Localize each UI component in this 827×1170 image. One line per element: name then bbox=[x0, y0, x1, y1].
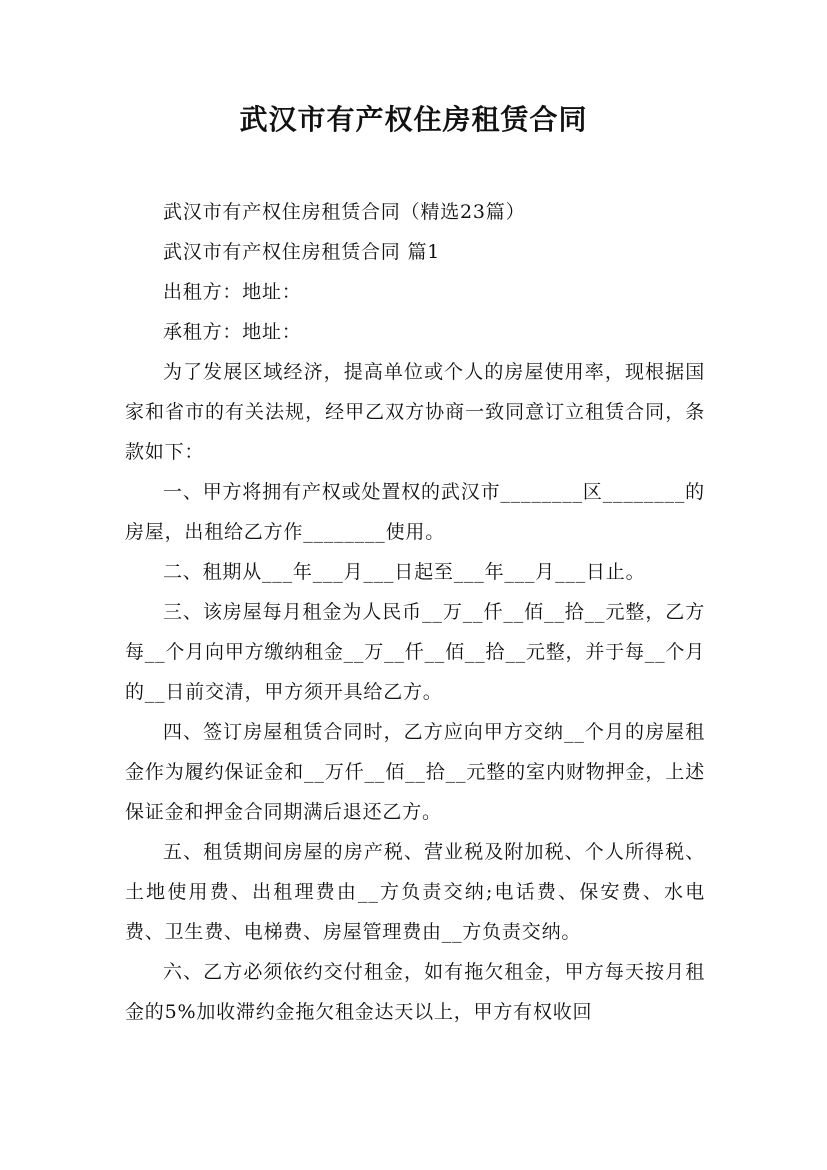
paragraph-clause-3: 三、该房屋每月租金为人民币__万__仟__佰__拾__元整，乙方每__个月向甲方缴纳租金__万__仟__佰__拾__元整，并于每__个月的__日前交清，甲方须开具给乙方。 bbox=[125, 601, 705, 703]
paragraph-section-heading: 武汉市有产权住房租赁合同 篇1 bbox=[163, 241, 441, 263]
paragraph-clause-5: 五、租赁期间房屋的房产税、营业税及附加税、个人所得税、土地使用费、出租理费由__方负责交纳;电话费、保安费、水电费、卫生费、电梯费、房屋管理费由__方负责交纳。 bbox=[125, 841, 705, 943]
paragraph-lessor: 出租方：地址： bbox=[163, 281, 302, 303]
paragraph-subtitle: 武汉市有产权住房租赁合同（精选23篇） bbox=[163, 201, 526, 223]
paragraph-clause-1: 一、甲方将拥有产权或处置权的武汉市________区________的房屋，出租给乙方作________使用。 bbox=[125, 481, 705, 543]
paragraph-clause-2: 二、租期从___年___月___日起至___年___月___日止。 bbox=[163, 561, 646, 583]
document-title: 武汉市有产权住房租赁合同 bbox=[239, 103, 588, 136]
paragraph-clause-4: 四、签订房屋租赁合同时，乙方应向甲方交纳__个月的房屋租金作为履约保证金和__万仟__佰__拾__元整的室内财物押金，上述保证金和押金合同期满后退还乙方。 bbox=[125, 721, 705, 823]
paragraph-preamble: 为了发展区域经济，提高单位或个人的房屋使用率，现根据国家和省市的有关法规，经甲乙双方协商一致同意订立租赁合同，条款如下： bbox=[125, 361, 705, 463]
paragraph-clause-6: 六、乙方必须依约交付租金，如有拖欠租金，甲方每天按月租金的5%加收滞约金拖欠租金达天以上，甲方有权收回 bbox=[125, 961, 705, 1023]
document-body bbox=[125, 192, 705, 1032]
paragraph-lessee: 承租方：地址： bbox=[163, 321, 302, 343]
